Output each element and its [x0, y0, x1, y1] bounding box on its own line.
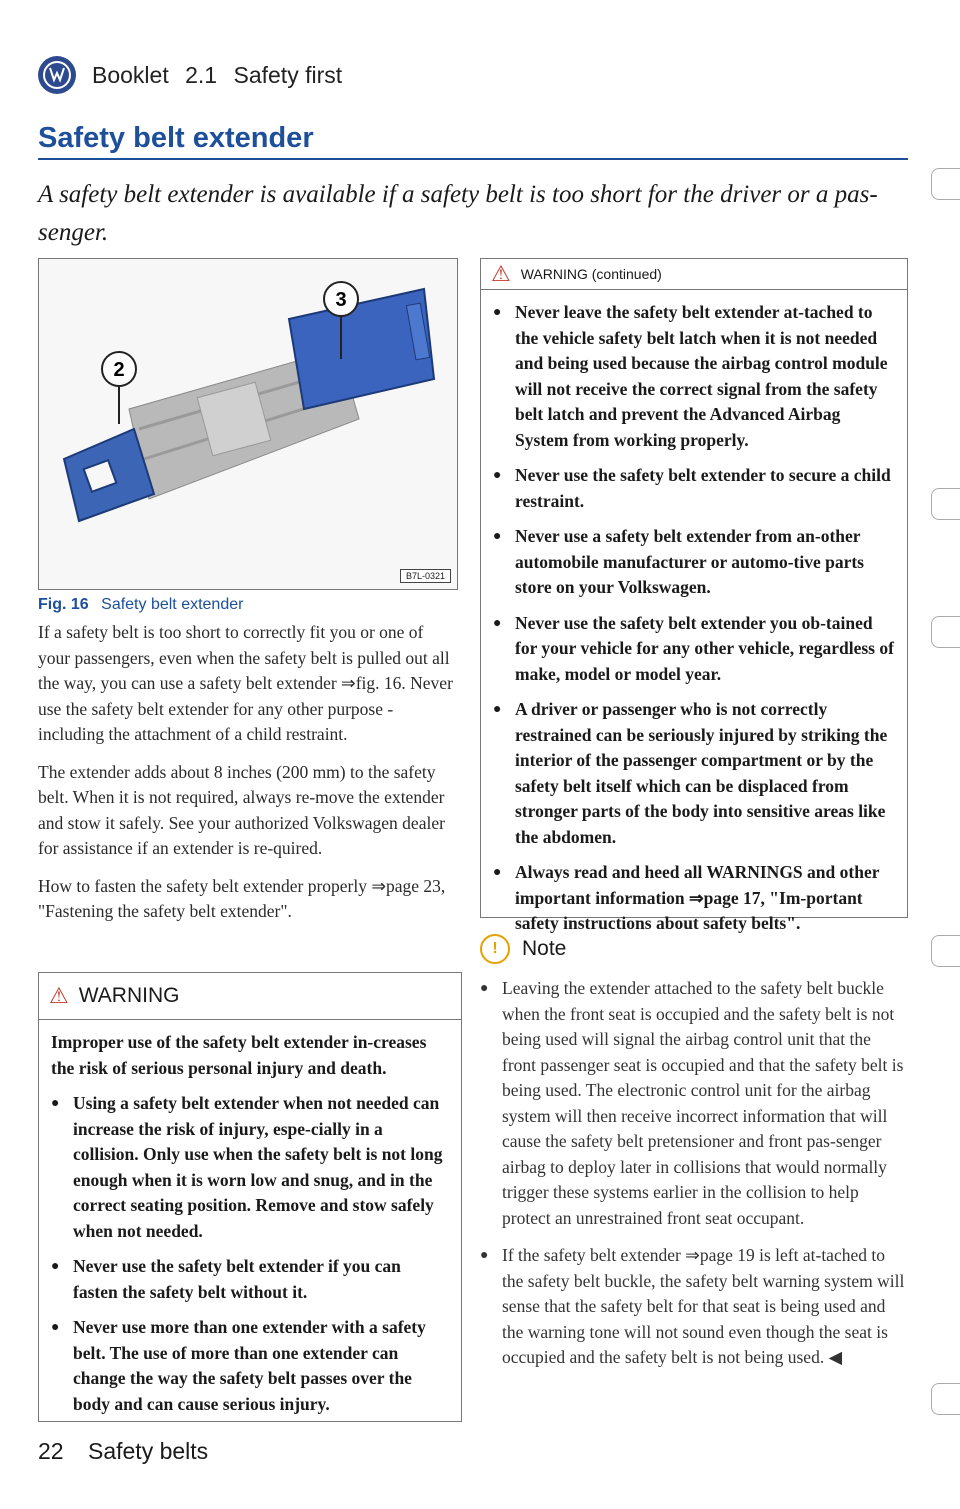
- edge-tab-mark: [931, 1383, 960, 1415]
- figure-caption-text: Safety belt extender: [101, 596, 244, 613]
- figure-number: Fig. 16: [38, 596, 89, 613]
- edge-tab-mark: [931, 616, 960, 648]
- warning-bullet-1: Using a safety belt extender when not needed can increase the risk of injury, espe-cially in a collision. Only use when the safety belt is not long enough when it is worn low and snug, and in the correct seating position. Remove and stow safely when not needed.: [73, 1093, 443, 1241]
- warning-continued-bullet-1: Never leave the safety belt extender at-tached to the vehicle safety belt latch when it is not needed and being used because the airbag control module will not receive the correct signal from the safety belt latch and prevent the Advanced Airbag System from working properly.: [515, 302, 888, 450]
- bullet-icon: ●: [493, 702, 502, 717]
- note-info-icon: !: [480, 934, 510, 964]
- vw-logo-icon: [38, 56, 76, 94]
- warning-continued-bullet-5: A driver or passenger who is not correctly restrained can be seriously injured by striking the interior of the passenger compartment or by the safety belt itself which can be displaced from stronger parts of the body into sensitive areas like the abdomen.: [515, 699, 888, 847]
- bullet-icon: ●: [51, 1096, 60, 1111]
- warning-bullet-2: Never use the safety belt extender if you can fasten the safety belt without it.: [73, 1256, 401, 1302]
- bullet-icon: ●: [493, 468, 502, 483]
- bullet-icon: ●: [51, 1320, 60, 1335]
- note-header: [480, 928, 906, 970]
- belt-extender-illustration: [39, 259, 457, 589]
- header-title: [92, 62, 342, 89]
- note-section: [480, 928, 906, 1383]
- figure-caption: [38, 596, 243, 614]
- booklet-title: Safety first: [233, 61, 343, 88]
- note-body: [480, 970, 906, 1371]
- warning-bullet-3: Never use more than one extender with a safety belt. The use of more than one extender can change the way the safety belt passes over the body and can cause serious injury.: [73, 1317, 426, 1414]
- body-paragraph-1: If a safety belt is too short to correctly fit you or one of your passengers, even when the safety belt is pulled out all the way, you can use a safety belt extender ⇒fig. 16. Never use the safety belt extender for any other purpose - including the attachment of a child restraint.: [38, 622, 453, 744]
- bullet-icon: ●: [51, 1259, 60, 1274]
- list-item: [493, 611, 895, 698]
- note-bullet-1: Leaving the extender attached to the safety belt buckle when the front seat is occupied and the safety belt is not being used will signal the airbag control unit that the front passenger seat is occupied and that the safety belt is being used. The electronic control unit for the airbag system will then receive incorrect information that will cause the safety belt pretensioner and front pas-senger airbag to deploy later in collisions that would normally trigger these systems earlier in the collision to help protect an unrestrained front seat occupant.: [502, 978, 904, 1228]
- figure-16: [38, 258, 458, 590]
- list-item: [480, 1243, 906, 1371]
- page-footer: [38, 1438, 208, 1465]
- bullet-icon: ●: [480, 1248, 489, 1263]
- list-item: [51, 1091, 449, 1254]
- body-paragraph-3: How to fasten the safety belt extender properly ⇒page 23, "Fastening the safety belt extender".: [38, 875, 446, 921]
- warning-continued-label: WARNING (continued): [520, 266, 662, 282]
- chapter-title: Safety belts: [87, 1438, 209, 1464]
- list-item: [51, 1254, 449, 1315]
- page-header: [38, 52, 342, 98]
- section-title: Safety belt extender: [38, 122, 314, 154]
- edge-tab-mark: [931, 488, 960, 520]
- warning-continued-bullet-3: Never use a safety belt extender from an-other automobile manufacturer or automo-tive parts store on your Volkswagen.: [515, 526, 864, 597]
- booklet-number: 2.1: [185, 61, 218, 88]
- warning-box: [38, 972, 462, 1422]
- edge-tab-mark: [931, 168, 960, 200]
- bullet-icon: ●: [493, 615, 502, 631]
- warning-triangle-icon: ⚠: [491, 261, 511, 286]
- figure-code: B7L-0321: [400, 569, 451, 583]
- list-item: [493, 300, 895, 463]
- note-bullet-2: If the safety belt extender ⇒page 19 is left at-tached to the safety belt buckle, the safety belt warning system will sense that the safety belt for that seat is being used and the warning tone will not sound even though the seat is occupied and the safety belt is not being used. ◀: [502, 1245, 905, 1367]
- warning-continued-header: [481, 259, 907, 290]
- intro-text: A safety belt extender is available if a safety belt is too short for the driver or a pas-senger.: [38, 181, 878, 246]
- warning-continued-body: [481, 290, 907, 947]
- title-divider: [38, 158, 908, 160]
- bullet-icon: ●: [493, 305, 502, 320]
- bullet-icon: ●: [493, 529, 502, 544]
- bullet-icon: ●: [493, 865, 502, 880]
- callout-2: 2: [113, 359, 125, 381]
- bullet-icon: ●: [480, 981, 489, 996]
- note-label: Note: [522, 937, 567, 960]
- warning-label: WARNING: [78, 984, 180, 1007]
- warning-body: [39, 1020, 461, 1427]
- warning-continued-bullet-2: Never use the safety belt extender to secure a child restraint.: [515, 465, 891, 511]
- list-item: [493, 463, 895, 524]
- page-number: 22: [38, 1438, 64, 1464]
- body-text: [38, 620, 456, 937]
- warning-continued-box: [480, 258, 908, 933]
- body-paragraph-2: The extender adds about 8 inches (200 mm) to the safety belt. When it is not required, always re-move the extender and stow it safely. See your authorized Volkswagen dealer for assistance if an extender is re-quired.: [38, 761, 445, 858]
- warning-lead: Improper use of the safety belt extender in-creases the risk of serious personal injury and death.: [51, 1032, 427, 1078]
- warning-triangle-icon: ⚠: [49, 983, 69, 1008]
- callout-3: 3: [335, 289, 347, 311]
- warning-continued-bullet-6: Always read and heed all WARNINGS and other important information ⇒page 17, "Im-portant safety instructions about safety belts".: [515, 862, 880, 933]
- booklet-label: Booklet: [92, 61, 169, 88]
- list-item: [493, 524, 895, 611]
- list-item: [51, 1315, 449, 1427]
- warning-header: [39, 973, 461, 1020]
- list-item: [493, 697, 895, 860]
- edge-tab-mark: [931, 935, 960, 967]
- list-item: [480, 976, 906, 1231]
- warning-continued-bullet-4: Never use the safety belt extender you ob-tained for your vehicle for any other vehicle, regardless of make, model or model year.: [515, 612, 894, 684]
